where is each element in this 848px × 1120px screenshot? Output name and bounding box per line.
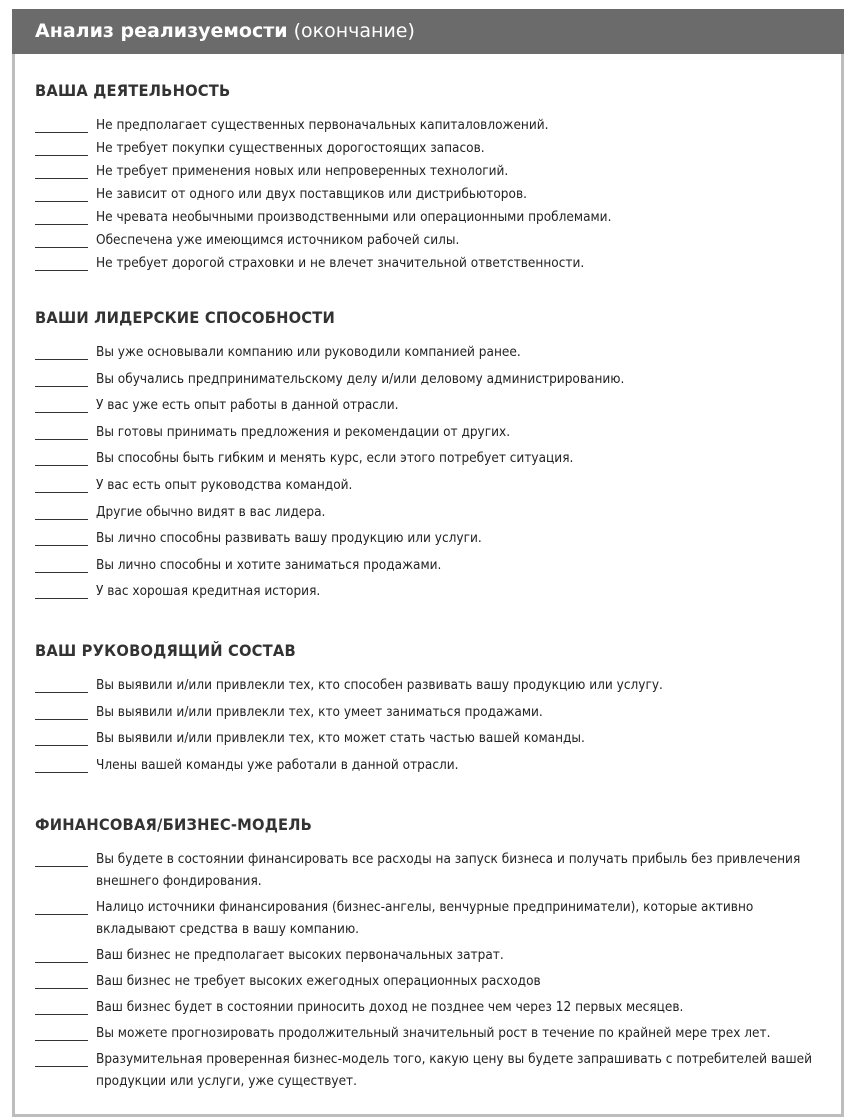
answer-blank[interactable] xyxy=(35,474,88,493)
list-item: Вы способны быть гибким и менять курс, если этого потребует ситуация. xyxy=(35,447,825,469)
answer-blank[interactable] xyxy=(35,183,88,202)
answer-blank[interactable] xyxy=(35,206,88,225)
list-item: Члены вашей команды уже работали в данной отрасли. xyxy=(35,754,825,776)
list-item: Вы будете в состоянии финансировать все расходы на запуск бизнеса и получать прибыль без привлечения внешнего фондирования. xyxy=(35,848,825,892)
list-item: Не предполагает существенных первоначальных капиталовложений. xyxy=(35,114,825,136)
list-item: Вы можете прогнозировать продолжительный значительный рост в течение по крайней мере трех лет. xyxy=(35,1022,825,1044)
list-item: Обеспечена уже имеющимся источником рабочей силы. xyxy=(35,229,825,251)
answer-blank[interactable] xyxy=(35,701,88,720)
section-title: ВАШ РУКОВОДЯЩИЙ СОСТАВ xyxy=(35,641,296,660)
list-item: Не требует покупки существенных дорогостоящих запасов. xyxy=(35,137,825,159)
list-item: У вас есть опыт руководства командой. xyxy=(35,474,825,496)
list-item: Вы выявили и/или привлекли тех, кто способен развивать вашу продукцию или услугу. xyxy=(35,674,825,696)
answer-blank[interactable] xyxy=(35,944,88,963)
answer-blank[interactable] xyxy=(35,1022,88,1041)
answer-blank[interactable] xyxy=(35,501,88,520)
section-title: ВАШИ ЛИДЕРСКИЕ СПОСОБНОСТИ xyxy=(35,308,336,327)
answer-blank[interactable] xyxy=(35,229,88,248)
answer-blank[interactable] xyxy=(35,527,88,546)
list-item: Не требует дорогой страховки и не влечет значительной ответственности. xyxy=(35,252,825,274)
list-item: Вы готовы принимать предложения и рекомендации от других. xyxy=(35,421,825,443)
answer-blank[interactable] xyxy=(35,674,88,693)
answer-blank[interactable] xyxy=(35,896,88,915)
section-financial-model xyxy=(35,814,825,1096)
answer-blank[interactable] xyxy=(35,252,88,271)
section-activity xyxy=(35,80,825,275)
header-subtitle: (окончание) xyxy=(293,20,415,42)
answer-blank[interactable] xyxy=(35,160,88,179)
list-item: Налицо источники финансирования (бизнес-ангелы, венчурные предприниматели), которые активно вкладывают средства в вашу компанию. xyxy=(35,896,825,940)
section-title: ВАША ДЕЯТЕЛЬНОСТЬ xyxy=(35,81,231,100)
answer-blank[interactable] xyxy=(35,970,88,989)
list-item: Ваш бизнес не предполагает высоких первоначальных затрат. xyxy=(35,944,825,966)
list-item: У вас уже есть опыт работы в данной отрасли. xyxy=(35,394,825,416)
list-item: Другие обычно видят в вас лидера. xyxy=(35,501,825,523)
section-leadership xyxy=(35,307,825,607)
list-item: Вы уже основывали компанию или руководили компанией ранее. xyxy=(35,341,825,363)
answer-blank[interactable] xyxy=(35,341,88,360)
list-item: Не чревата необычными производственными или операционными проблемами. xyxy=(35,206,825,228)
list-item: Ваш бизнес будет в состоянии приносить доход не позднее чем через 12 первых месяцев. xyxy=(35,996,825,1018)
list-item: Ваш бизнес не требует высоких ежегодных операционных расходов xyxy=(35,970,825,992)
list-item: Вы лично способны развивать вашу продукцию или услуги. xyxy=(35,527,825,549)
answer-blank[interactable] xyxy=(35,554,88,573)
header-title: Анализ реализуемости xyxy=(35,20,288,42)
answer-blank[interactable] xyxy=(35,368,88,387)
answer-blank[interactable] xyxy=(35,137,88,156)
answer-blank[interactable] xyxy=(35,727,88,746)
answer-blank[interactable] xyxy=(35,996,88,1015)
section-management xyxy=(35,640,825,780)
answer-blank[interactable] xyxy=(35,580,88,599)
list-item: Вразумительная проверенная бизнес-модель того, какую цену вы будете запрашивать с потребителей вашей продукции или услуги, уже существует. xyxy=(35,1048,825,1092)
list-item: Вы лично способны и хотите заниматься продажами. xyxy=(35,554,825,576)
list-item: Не требует применения новых или непроверенных технологий. xyxy=(35,160,825,182)
page-header xyxy=(12,9,844,54)
list-item: Вы выявили и/или привлекли тех, кто может стать частью вашей команды. xyxy=(35,727,825,749)
answer-blank[interactable] xyxy=(35,114,88,133)
answer-blank[interactable] xyxy=(35,447,88,466)
answer-blank[interactable] xyxy=(35,421,88,440)
answer-blank[interactable] xyxy=(35,1048,88,1067)
list-item: У вас хорошая кредитная история. xyxy=(35,580,825,602)
list-item: Вы выявили и/или привлекли тех, кто умеет заниматься продажами. xyxy=(35,701,825,723)
list-item: Не зависит от одного или двух поставщиков или дистрибьюторов. xyxy=(35,183,825,205)
answer-blank[interactable] xyxy=(35,848,88,867)
section-title: ФИНАНСОВАЯ/БИЗНЕС-МОДЕЛЬ xyxy=(35,815,313,834)
list-item: Вы обучались предпринимательскому делу и/или деловому администрированию. xyxy=(35,368,825,390)
answer-blank[interactable] xyxy=(35,754,88,773)
answer-blank[interactable] xyxy=(35,394,88,413)
